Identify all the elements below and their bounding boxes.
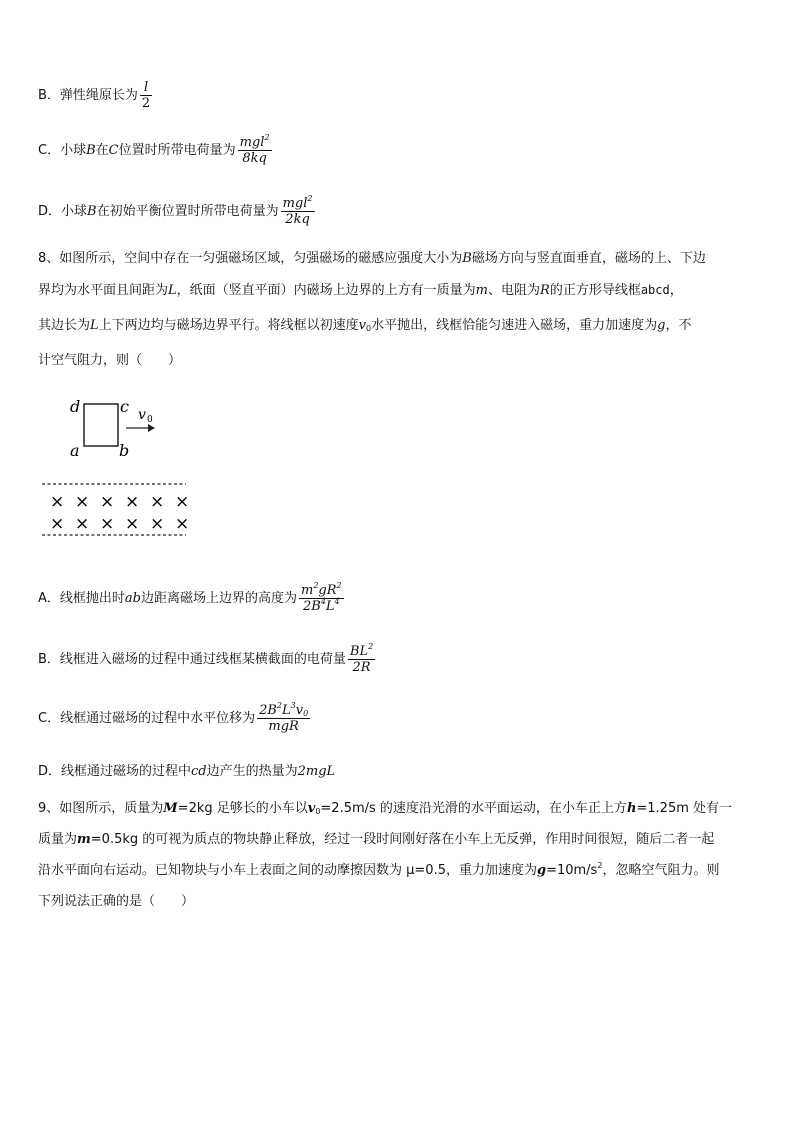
q8-stem-line-4: 计空气阻力，则（ ） <box>38 353 182 368</box>
q8-stem-line-3: 其边长为L上下两边均与磁场边界平行。将线框以初速度$v_0$水平抛出，线框恰能匀速进入磁场，重力加速度为g，不 <box>38 318 692 333</box>
label-v: v <box>138 407 146 423</box>
q8-option-c: C．线框通过磁场的过程中水平位移为 $\frac{2B^2L^3v_0}{\text{mgR}}$ <box>38 701 309 734</box>
q8-stem-line-2: 界均为水平面且间距为L，纸面（竖直平面）内磁场上边界的上方有一质量为m、电阻为R的正方形导线框abcd， <box>38 283 683 298</box>
magnetic-field-crosses <box>50 492 189 534</box>
q8-figure <box>36 392 206 542</box>
field-cross-mark: × <box>50 492 65 512</box>
q7-option-c: C．小球B在C位置时所带电荷量为 $\frac{mgl^2}{8kq}$ <box>38 133 270 166</box>
q7-option-d-fraction: $\frac{mgl^2}{2kq}$ <box>282 194 313 227</box>
label-d: d <box>70 397 81 416</box>
field-cross-mark: × <box>75 492 90 512</box>
q8-option-a-fraction: $\frac{m^2gR^2}{2B^4L^4}$ <box>301 581 342 614</box>
field-cross-mark: × <box>175 514 190 534</box>
field-cross-mark: × <box>125 514 140 534</box>
q9-stem-line-1: 9、如图所示，质量为M=2kg 足够长的小车以$v_0=2.5m/s$ 的速度沿光滑的水平面运动，在小车正上方h=1.25m 处有一 <box>38 801 733 816</box>
q8-option-a: A．线框抛出时ab边距离磁场上边界的高度为 $\frac{m^2gR^2}{2B^4L^4}$ <box>38 581 342 614</box>
field-cross-mark: × <box>150 514 165 534</box>
q7-option-b-text: B．弹性绳原长为 <box>38 88 138 103</box>
q9-stem-line-3: 沿水平面向右运动。已知物块与小车上表面之间的动摩擦因数为 μ=0.5，重力加速度为$g=10m/s^2$，忽略空气阻力。则 <box>38 861 720 878</box>
field-cross-mark: × <box>175 492 190 512</box>
velocity-arrowhead <box>148 424 155 432</box>
q8-option-d: D．线框通过磁场的过程中cd边产生的热量为2mgL <box>38 764 336 779</box>
field-cross-mark: × <box>75 514 90 534</box>
q8-option-b: B．线框进入磁场的过程中通过线框某横截面的电荷量 $\frac{BL^2}{2R}$ <box>38 642 374 675</box>
q7-option-b <box>38 80 152 111</box>
wire-frame <box>84 404 118 446</box>
q8-option-b-fraction: $\frac{BL^2}{2R}$ <box>349 642 374 675</box>
q7-option-c-fraction: $\frac{mgl^2}{8kq}$ <box>239 133 270 166</box>
field-cross-mark: × <box>150 492 165 512</box>
q9-stem-line-4: 下列说法正确的是（ ） <box>38 894 195 909</box>
label-a: a <box>70 441 80 460</box>
label-c: c <box>120 397 129 416</box>
q7-option-b-fraction: $\frac{l}{2}$ <box>141 80 151 111</box>
field-cross-mark: × <box>125 492 140 512</box>
q9-stem-line-2: 质量为m=0.5kg 的可视为质点的物块静止释放，经过一段时间刚好落在小车上无反弹，作用时间很短，随后二者一起 <box>38 832 715 847</box>
q8-option-c-fraction: $\frac{2B^2L^3v_0}{\text{mgR}}$ <box>259 701 309 734</box>
field-cross-mark: × <box>100 492 115 512</box>
label-v-sub: 0 <box>147 415 153 425</box>
field-cross-mark: × <box>100 514 115 534</box>
field-cross-mark: × <box>50 514 65 534</box>
q7-option-d: D．小球B在初始平衡位置时所带电荷量为 $\frac{mgl^2}{2kq}$ <box>38 194 313 227</box>
label-b: b <box>119 441 130 460</box>
q8-stem-line-1: 8、如图所示，空间中存在一匀强磁场区域，匀强磁场的磁感应强度大小为B磁场方向与竖直面垂直，磁场的上、下边 <box>38 251 706 266</box>
